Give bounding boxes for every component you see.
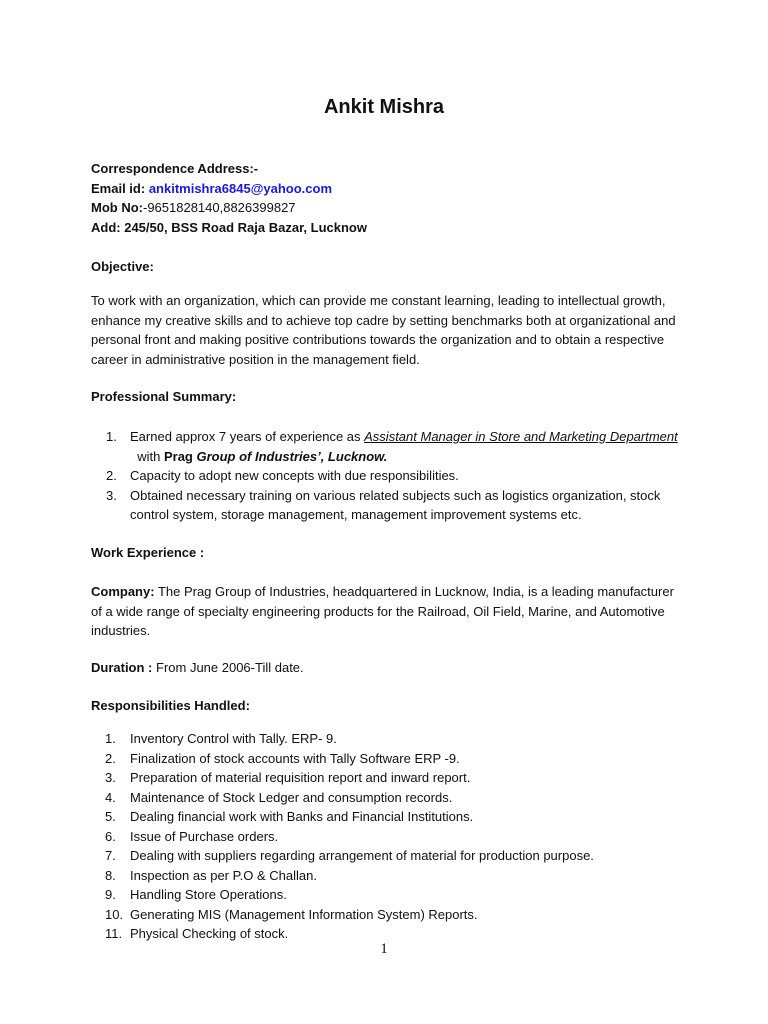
list-number: 4. <box>105 789 116 805</box>
summary-text: with <box>130 448 164 464</box>
list-item-text: Maintenance of Stock Ledger and consumption records. <box>130 789 453 805</box>
list-item <box>91 866 681 886</box>
summary-text: Earned approx 7 years of experience as <box>130 429 365 444</box>
list-item-text: Capacity to adopt new concepts with due responsibilities. <box>130 468 459 483</box>
company-label: Company: <box>91 584 155 599</box>
list-number: 7. <box>105 848 116 863</box>
company-name: Prag <box>163 448 197 464</box>
list-number: 3. <box>105 770 116 785</box>
objective-section <box>91 291 681 369</box>
list-item <box>91 905 681 925</box>
mobile-label: Mob No: <box>91 200 143 215</box>
list-item <box>91 729 681 749</box>
duration-label: Duration : <box>91 660 153 675</box>
company-description: The Prag Group of Industries, headquartered in Lucknow, India, is a leading manufacturer of a wide range of specialty engineering products for the Railroad, Oil Field, Marine, and Automotive industries. <box>91 584 674 638</box>
list-item <box>91 788 681 808</box>
list-item <box>91 885 681 905</box>
list-item-text: Physical Checking of stock. <box>130 926 289 941</box>
list-number: 10. <box>105 906 124 922</box>
company-section <box>91 582 681 641</box>
list-item-text: Generating MIS (Management Information System) Reports. <box>130 906 478 922</box>
duration-section <box>91 658 681 678</box>
email-link[interactable]: ankitmishra6845@yahoo.com <box>148 180 333 196</box>
list-item <box>91 749 681 769</box>
duration-value: From June 2006-Till date. <box>152 660 304 675</box>
list-item <box>91 827 681 847</box>
responsibilities-list <box>91 729 681 944</box>
correspondence-heading: Correspondence Address:- <box>91 161 259 176</box>
responsibilities-heading: Responsibilities Handled: <box>91 698 250 713</box>
summary-heading: Professional Summary: <box>91 389 237 404</box>
list-number: 5. <box>105 809 116 824</box>
list-number: 2. <box>105 750 116 766</box>
mobile-value: -9651828140,8826399827 <box>142 200 296 215</box>
list-item-text: Inventory Control with Tally. ERP- 9. <box>130 731 337 746</box>
work-heading: Work Experience : <box>91 545 205 560</box>
list-number: 8. <box>105 867 116 883</box>
mobile-line <box>91 198 681 218</box>
candidate-name: Ankit Mishra <box>323 96 445 118</box>
contact-section <box>91 159 681 237</box>
list-item <box>91 427 681 466</box>
page-number: 1 <box>380 941 388 957</box>
list-item-text: Issue of Purchase orders. <box>130 828 279 844</box>
list-number: 1. <box>105 731 116 746</box>
list-item <box>91 768 681 788</box>
list-number: 9. <box>105 887 116 902</box>
list-item-text: Dealing financial work with Banks and Financial Institutions. <box>130 809 474 824</box>
company-name-rest: Group of Industries’, Lucknow. <box>196 448 388 464</box>
email-line <box>91 179 681 199</box>
list-item <box>91 807 681 827</box>
summary-list <box>91 427 681 525</box>
objective-heading: Objective: <box>91 259 154 274</box>
list-item <box>91 466 681 486</box>
list-item-text: Inspection as per P.O & Challan. <box>130 867 317 883</box>
objective-text: To work with an organization, which can provide me constant learning, leading to intellectual growth, enhance my creative skills and to achieve top cadre by setting benchmarks both at organizational and personal front and making positive contributions towards the organization and to obtain a respective career in administrative position in the management field. <box>91 293 676 367</box>
list-number: 1. <box>106 429 117 444</box>
list-number: 11. <box>105 926 123 941</box>
list-number: 6. <box>105 828 116 844</box>
list-item <box>91 846 681 866</box>
list-number: 2. <box>106 468 117 483</box>
company-paragraph <box>91 582 681 641</box>
address-line: Add: 245/50, BSS Road Raja Bazar, Lucknow <box>91 219 367 235</box>
list-item-text: Handling Store Operations. <box>130 887 287 902</box>
list-item-text: Finalization of stock accounts with Tally Software ERP -9. <box>130 750 460 766</box>
list-item <box>91 486 681 525</box>
list-item-text: Dealing with suppliers regarding arrangement of material for production purpose. <box>130 848 594 863</box>
position-title: Assistant Manager in Store and Marketing Department <box>364 429 678 444</box>
list-number: 3. <box>106 487 117 503</box>
list-item-text: Obtained necessary training on various related subjects such as logistics organization, stock control system, storage management, management improvement systems etc. <box>130 487 661 522</box>
email-label: Email id: <box>91 180 146 196</box>
list-item-text: Preparation of material requisition report and inward report. <box>130 770 471 785</box>
